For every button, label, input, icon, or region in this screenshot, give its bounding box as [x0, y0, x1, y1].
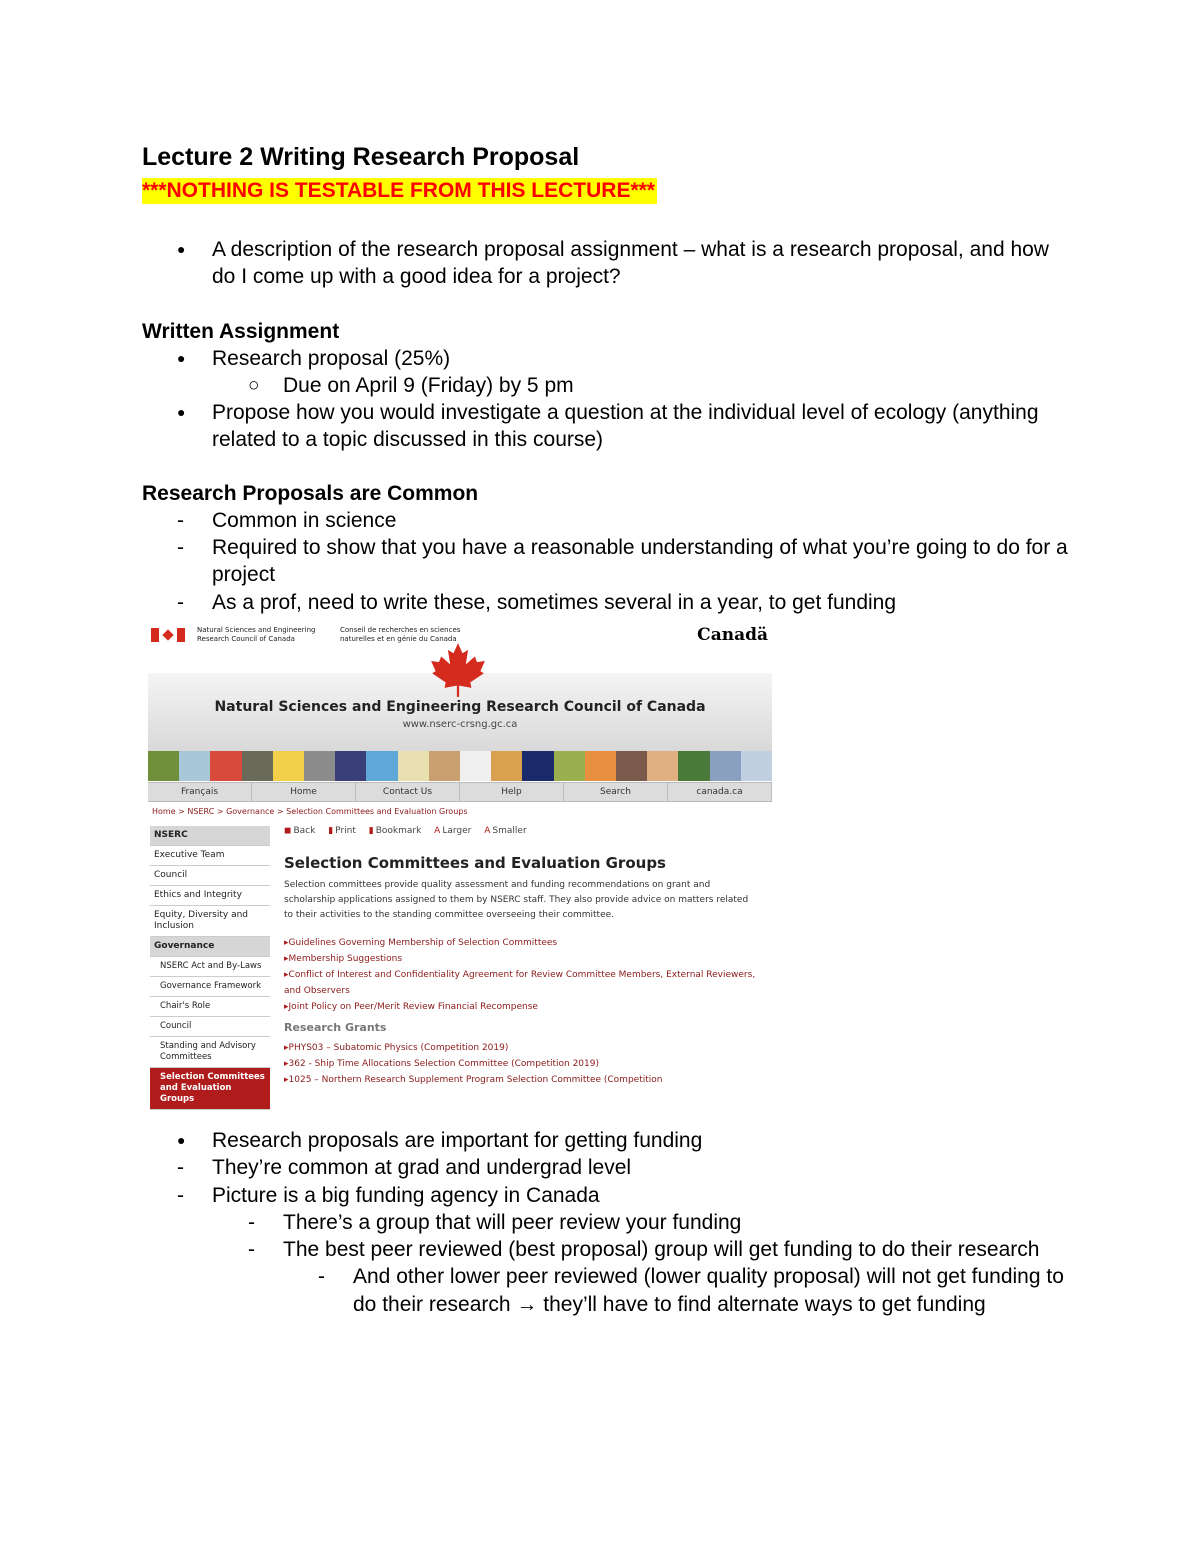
- sidebar-item-standing: Standing and Advisory Committees: [150, 1037, 270, 1068]
- photo-tile: [210, 751, 241, 781]
- list-item: - As a prof, need to write these, sometimes several in a year, to get funding: [177, 590, 897, 614]
- arrow-icon: ▸: [284, 1002, 289, 1012]
- photo-tile: [491, 751, 522, 781]
- list-item: ○ Due on April 9 (Friday) by 5 pm: [248, 373, 574, 397]
- nserc-website-screenshot: [148, 620, 772, 1123]
- list-item: - The best peer reviewed (best proposal) group will get funding to do their research: [248, 1238, 1040, 1262]
- arrow-icon: ▸: [284, 970, 289, 980]
- print-icon: ▮: [328, 826, 334, 836]
- link-item: ▸1025 – Northern Research Supplement Program Selection Committee (Competition: [284, 1075, 663, 1085]
- list-item: - Common in science: [177, 508, 397, 532]
- toolbar: ◼ Back ▮ Print ▮ Bookmark A Larger A Smaller: [284, 826, 527, 836]
- research-proposals-list: [142, 507, 1072, 616]
- back-icon: ◼: [284, 826, 292, 836]
- photo-tile: [335, 751, 366, 781]
- intro-list: [142, 236, 1072, 291]
- nav-item: Search: [564, 783, 668, 801]
- sidebar-item-council2: Council: [150, 1017, 270, 1037]
- nav-item: Help: [460, 783, 564, 801]
- arrow-icon: ▸: [284, 954, 289, 964]
- content-title: Selection Committees and Evaluation Groups: [284, 854, 666, 872]
- link-item: ▸Guidelines Governing Membership of Selection Committees: [284, 938, 558, 948]
- photo-tile: [179, 751, 210, 781]
- funding-list: [142, 1127, 1072, 1318]
- link-item: ▸362 - Ship Time Allocations Selection Committee (Competition 2019): [284, 1059, 599, 1069]
- document-body-continued: [142, 1127, 1072, 1318]
- page-title: Lecture 2 Writing Research Proposal: [142, 143, 580, 171]
- list-item: - Picture is a big funding agency in Canada: [177, 1183, 600, 1207]
- arrow-icon: ▸: [284, 1043, 289, 1053]
- photo-tile: [148, 751, 179, 781]
- list-item: - There’s a group that will peer review your funding: [248, 1210, 742, 1234]
- bookmark-icon: ▮: [368, 826, 374, 836]
- list-item: - And other lower peer reviewed (lower quality proposal) will not get funding to do their research → they’ll have to find alternate ways to get funding: [318, 1265, 1064, 1316]
- list-item: ● Propose how you would investigate a question at the individual level of ecology (anything related to a topic discussed in this course): [177, 401, 1039, 452]
- photo-tile: [242, 751, 273, 781]
- photo-tile: [647, 751, 678, 781]
- list-item: - They’re common at grad and undergrad level: [177, 1156, 632, 1180]
- list-item: ● A description of the research proposal assignment – what is a research proposal, and how do I come up with a good idea for a project?: [177, 238, 1049, 289]
- photo-tile: [304, 751, 335, 781]
- arrow-icon: ▸: [284, 1059, 289, 1069]
- photo-tile: [273, 751, 304, 781]
- link-item: ▸Joint Policy on Peer/Merit Review Financial Recompense: [284, 1002, 538, 1012]
- written-assignment-list: [142, 345, 1072, 454]
- section-heading-written-assignment: Written Assignment: [142, 319, 340, 343]
- content-paragraph: Selection committees provide quality assessment and funding recommendations on grant and scholarship applications assigned to them by NSERC staff. They also provide advice on matters related to their activities to the standing committee overseeing their committee.: [284, 880, 749, 920]
- banner-url: www.nserc-crsng.gc.ca: [402, 719, 518, 730]
- photo-tile: [554, 751, 585, 781]
- sidebar-item-equity: Equity, Diversity and Inclusion: [150, 906, 270, 937]
- section-heading-research-proposals: Research Proposals are Common: [142, 481, 479, 505]
- nav-item: Contact Us: [356, 783, 460, 801]
- sidebar-item-chair: Chair's Role: [150, 997, 270, 1017]
- photo-tile: [741, 751, 772, 781]
- canada-wordmark: Canadä: [697, 625, 768, 645]
- photo-tile: [678, 751, 709, 781]
- nav-item: canada.ca: [668, 783, 772, 801]
- research-grants-heading: Research Grants: [284, 1021, 387, 1034]
- grant-list: [284, 1040, 768, 1088]
- canada-flag-icon: [151, 628, 185, 642]
- nav-item: Français: [148, 783, 252, 801]
- sidebar-item-nserc: NSERC: [150, 826, 270, 846]
- list-item: - Required to show that you have a reasonable understanding of what you’re going to do for a project: [177, 536, 1068, 587]
- larger-text-icon: A: [434, 826, 441, 836]
- photo-tile: [710, 751, 741, 781]
- sidebar-item-selection: Selection Committees and Evaluation Groups: [150, 1068, 270, 1110]
- photo-tile: [522, 751, 553, 781]
- nav-item: Home: [252, 783, 356, 801]
- photo-tile: [616, 751, 647, 781]
- sidebar-item-ethics: Ethics and Integrity: [150, 886, 270, 906]
- link-item: ▸Conflict of Interest and Confidentiality Agreement for Review Committee Members, External Reviewers, and Observers: [284, 970, 756, 996]
- link-list: [284, 935, 768, 1015]
- breadcrumb: Home > NSERC > Governance > Selection Committees and Evaluation Groups: [152, 807, 468, 816]
- list-item: ● Research proposals are important for getting funding: [177, 1129, 703, 1152]
- link-item: ▸Membership Suggestions: [284, 954, 403, 964]
- photo-tile: [398, 751, 429, 781]
- photo-strip: [148, 751, 772, 781]
- document-body: [142, 140, 1072, 616]
- main-content: [284, 826, 768, 1088]
- list-item: ● Research proposal (25%): [177, 346, 451, 370]
- arrow-icon: ▸: [284, 1075, 289, 1085]
- government-header: Natural Sciences and Engineering Research Council of Canada Conseil de recherches en sciences naturelles et en génie du Canada Canadä: [148, 620, 772, 668]
- site-nav: [148, 782, 772, 802]
- sidebar-item-council: Council: [150, 866, 270, 886]
- sidebar-item-framework: Governance Framework: [150, 977, 270, 997]
- sidebar: [150, 826, 270, 1110]
- warning-banner: ***NOTHING IS TESTABLE FROM THIS LECTURE***: [142, 179, 655, 202]
- sidebar-item-executive: Executive Team: [150, 846, 270, 866]
- sidebar-item-governance: Governance: [150, 937, 270, 957]
- photo-tile: [366, 751, 397, 781]
- photo-tile: [460, 751, 491, 781]
- maple-leaf-icon: [430, 642, 486, 698]
- arrow-icon: ▸: [284, 938, 289, 948]
- smaller-text-icon: A: [484, 826, 491, 836]
- banner-title: Natural Sciences and Engineering Research Council of Canada: [214, 699, 706, 715]
- photo-tile: [585, 751, 616, 781]
- link-item: ▸PHYS03 – Subatomic Physics (Competition 2019): [284, 1043, 509, 1053]
- photo-tile: [429, 751, 460, 781]
- sidebar-item-act: NSERC Act and By-Laws: [150, 957, 270, 977]
